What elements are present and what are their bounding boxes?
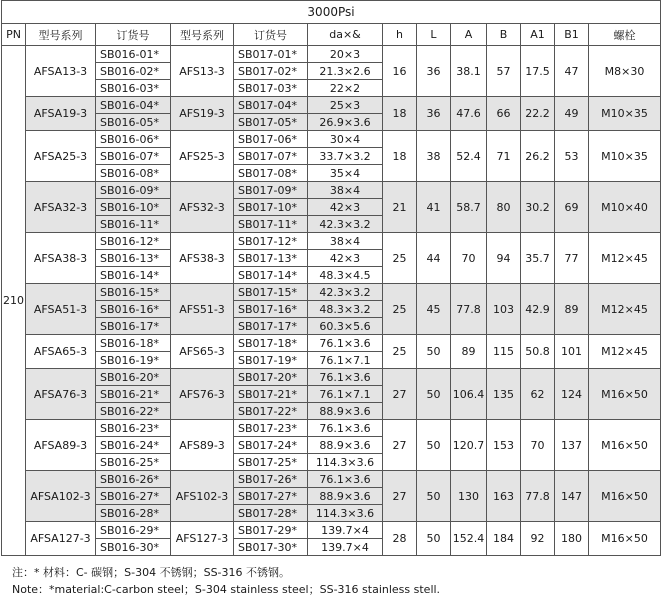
A-value: 52.4 bbox=[451, 131, 487, 182]
order-no-2: SB017-22* bbox=[234, 403, 308, 420]
B-value: 71 bbox=[487, 131, 521, 182]
model-series-2: AFS19-3 bbox=[171, 97, 234, 131]
order-no-1: SB016-23* bbox=[96, 420, 171, 437]
model-series-1: AFSA102-3 bbox=[26, 471, 96, 522]
order-no-1: SB016-14* bbox=[96, 267, 171, 284]
bolt-value: M16×50 bbox=[589, 420, 661, 471]
order-no-1: SB016-05* bbox=[96, 114, 171, 131]
B1-value: 49 bbox=[555, 97, 589, 131]
A-value: 77.8 bbox=[451, 284, 487, 335]
header-row bbox=[2, 24, 661, 46]
bolt-value: M8×30 bbox=[589, 46, 661, 97]
header-order-no-2: 订货号 bbox=[234, 24, 308, 46]
model-series-2: AFS102-3 bbox=[171, 471, 234, 522]
table-row bbox=[2, 46, 661, 63]
model-series-1: AFSA32-3 bbox=[26, 182, 96, 233]
B1-value: 69 bbox=[555, 182, 589, 233]
B1-value: 101 bbox=[555, 335, 589, 369]
order-no-2: SB017-25* bbox=[234, 454, 308, 471]
order-no-2: SB017-10* bbox=[234, 199, 308, 216]
da-value: 88.9×3.6 bbox=[308, 403, 383, 420]
da-value: 26.9×3.6 bbox=[308, 114, 383, 131]
order-no-2: SB017-03* bbox=[234, 80, 308, 97]
header-B: B bbox=[487, 24, 521, 46]
B-value: 103 bbox=[487, 284, 521, 335]
order-no-1: SB016-21* bbox=[96, 386, 171, 403]
order-no-2: SB017-24* bbox=[234, 437, 308, 454]
model-series-1: AFSA13-3 bbox=[26, 46, 96, 97]
model-series-1: AFSA76-3 bbox=[26, 369, 96, 420]
L-value: 50 bbox=[417, 522, 451, 556]
order-no-1: SB016-01* bbox=[96, 46, 171, 63]
order-no-2: SB017-02* bbox=[234, 63, 308, 80]
order-no-1: SB016-20* bbox=[96, 369, 171, 386]
header-A1: A1 bbox=[521, 24, 555, 46]
title-row bbox=[2, 1, 661, 24]
da-value: 76.1×3.6 bbox=[308, 471, 383, 488]
table-row bbox=[2, 471, 661, 488]
order-no-2: SB017-16* bbox=[234, 301, 308, 318]
da-value: 48.3×3.2 bbox=[308, 301, 383, 318]
da-value: 38×4 bbox=[308, 233, 383, 250]
da-value: 42×3 bbox=[308, 250, 383, 267]
h-value: 25 bbox=[383, 284, 417, 335]
order-no-2: SB017-27* bbox=[234, 488, 308, 505]
header-model-series-2: 型号系列 bbox=[171, 24, 234, 46]
order-no-2: SB017-18* bbox=[234, 335, 308, 352]
header-A: A bbox=[451, 24, 487, 46]
bolt-value: M12×45 bbox=[589, 335, 661, 369]
table-body bbox=[2, 46, 661, 556]
L-value: 36 bbox=[417, 97, 451, 131]
model-series-2: AFS25-3 bbox=[171, 131, 234, 182]
da-value: 114.3×3.6 bbox=[308, 505, 383, 522]
header-pn: PN bbox=[2, 24, 26, 46]
da-value: 30×4 bbox=[308, 131, 383, 148]
order-no-2: SB017-07* bbox=[234, 148, 308, 165]
L-value: 44 bbox=[417, 233, 451, 284]
order-no-1: SB016-29* bbox=[96, 522, 171, 539]
h-value: 16 bbox=[383, 46, 417, 97]
da-value: 48.3×4.5 bbox=[308, 267, 383, 284]
order-no-1: SB016-13* bbox=[96, 250, 171, 267]
header-da: da×& bbox=[308, 24, 383, 46]
A1-value: 35.7 bbox=[521, 233, 555, 284]
bolt-value: M10×35 bbox=[589, 97, 661, 131]
order-no-1: SB016-12* bbox=[96, 233, 171, 250]
A-value: 58.7 bbox=[451, 182, 487, 233]
table-row bbox=[2, 233, 661, 250]
da-value: 20×3 bbox=[308, 46, 383, 63]
h-value: 25 bbox=[383, 233, 417, 284]
da-value: 25×3 bbox=[308, 97, 383, 114]
L-value: 50 bbox=[417, 471, 451, 522]
da-value: 76.1×3.6 bbox=[308, 369, 383, 386]
order-no-1: SB016-03* bbox=[96, 80, 171, 97]
bolt-value: M16×50 bbox=[589, 471, 661, 522]
order-no-1: SB016-18* bbox=[96, 335, 171, 352]
A1-value: 42.9 bbox=[521, 284, 555, 335]
L-value: 36 bbox=[417, 46, 451, 97]
order-no-1: SB016-10* bbox=[96, 199, 171, 216]
A1-value: 17.5 bbox=[521, 46, 555, 97]
da-value: 42.3×3.2 bbox=[308, 284, 383, 301]
order-no-1: SB016-08* bbox=[96, 165, 171, 182]
note-english: Note：*material:C-carbon steel；S-304 stainless steel；SS-316 stainless stell. bbox=[12, 583, 441, 596]
model-series-2: AFS65-3 bbox=[171, 335, 234, 369]
order-no-2: SB017-08* bbox=[234, 165, 308, 182]
da-value: 76.1×7.1 bbox=[308, 352, 383, 369]
da-value: 88.9×3.6 bbox=[308, 437, 383, 454]
order-no-1: SB016-26* bbox=[96, 471, 171, 488]
A-value: 38.1 bbox=[451, 46, 487, 97]
da-value: 88.9×3.6 bbox=[308, 488, 383, 505]
h-value: 27 bbox=[383, 471, 417, 522]
order-no-2: SB017-12* bbox=[234, 233, 308, 250]
order-no-1: SB016-07* bbox=[96, 148, 171, 165]
A-value: 120.7 bbox=[451, 420, 487, 471]
order-no-2: SB017-30* bbox=[234, 539, 308, 556]
A1-value: 50.8 bbox=[521, 335, 555, 369]
order-no-2: SB017-15* bbox=[234, 284, 308, 301]
header-bolt: 螺栓 bbox=[589, 24, 661, 46]
order-no-1: SB016-11* bbox=[96, 216, 171, 233]
h-value: 27 bbox=[383, 369, 417, 420]
order-no-2: SB017-26* bbox=[234, 471, 308, 488]
order-no-1: SB016-06* bbox=[96, 131, 171, 148]
model-series-1: AFSA89-3 bbox=[26, 420, 96, 471]
da-value: 38×4 bbox=[308, 182, 383, 199]
da-value: 22×2 bbox=[308, 80, 383, 97]
da-value: 76.1×3.6 bbox=[308, 420, 383, 437]
B1-value: 89 bbox=[555, 284, 589, 335]
B1-value: 137 bbox=[555, 420, 589, 471]
header-B1: B1 bbox=[555, 24, 589, 46]
B-value: 153 bbox=[487, 420, 521, 471]
table-row bbox=[2, 182, 661, 199]
da-value: 76.1×7.1 bbox=[308, 386, 383, 403]
B1-value: 124 bbox=[555, 369, 589, 420]
da-value: 114.3×3.6 bbox=[308, 454, 383, 471]
model-series-1: AFSA19-3 bbox=[26, 97, 96, 131]
order-no-2: SB017-06* bbox=[234, 131, 308, 148]
order-no-2: SB017-13* bbox=[234, 250, 308, 267]
header-h: h bbox=[383, 24, 417, 46]
B1-value: 53 bbox=[555, 131, 589, 182]
da-value: 35×4 bbox=[308, 165, 383, 182]
order-no-2: SB017-14* bbox=[234, 267, 308, 284]
model-series-1: AFSA65-3 bbox=[26, 335, 96, 369]
bolt-value: M12×45 bbox=[589, 233, 661, 284]
B-value: 66 bbox=[487, 97, 521, 131]
note-chinese: 注：* 材料：C- 碳钢；S-304 不锈钢；SS-316 不锈钢。 bbox=[12, 566, 291, 579]
header-L: L bbox=[417, 24, 451, 46]
da-value: 21.3×2.6 bbox=[308, 63, 383, 80]
da-value: 42.3×3.2 bbox=[308, 216, 383, 233]
model-series-2: AFS51-3 bbox=[171, 284, 234, 335]
model-series-2: AFS76-3 bbox=[171, 369, 234, 420]
B-value: 94 bbox=[487, 233, 521, 284]
A-value: 106.4 bbox=[451, 369, 487, 420]
model-series-1: AFSA38-3 bbox=[26, 233, 96, 284]
h-value: 28 bbox=[383, 522, 417, 556]
table-row bbox=[2, 420, 661, 437]
model-series-2: AFS89-3 bbox=[171, 420, 234, 471]
order-no-2: SB017-28* bbox=[234, 505, 308, 522]
order-no-2: SB017-21* bbox=[234, 386, 308, 403]
A-value: 47.6 bbox=[451, 97, 487, 131]
model-series-1: AFSA51-3 bbox=[26, 284, 96, 335]
order-no-1: SB016-09* bbox=[96, 182, 171, 199]
A-value: 89 bbox=[451, 335, 487, 369]
B-value: 115 bbox=[487, 335, 521, 369]
order-no-2: SB017-17* bbox=[234, 318, 308, 335]
order-no-1: SB016-28* bbox=[96, 505, 171, 522]
B-value: 184 bbox=[487, 522, 521, 556]
order-no-2: SB017-09* bbox=[234, 182, 308, 199]
table-row bbox=[2, 97, 661, 114]
model-series-2: AFS13-3 bbox=[171, 46, 234, 97]
B-value: 80 bbox=[487, 182, 521, 233]
A1-value: 22.2 bbox=[521, 97, 555, 131]
B1-value: 180 bbox=[555, 522, 589, 556]
L-value: 50 bbox=[417, 369, 451, 420]
model-series-2: AFS38-3 bbox=[171, 233, 234, 284]
order-no-2: SB017-19* bbox=[234, 352, 308, 369]
B1-value: 147 bbox=[555, 471, 589, 522]
order-no-2: SB017-11* bbox=[234, 216, 308, 233]
A-value: 152.4 bbox=[451, 522, 487, 556]
table-row bbox=[2, 284, 661, 301]
header-model-series-1: 型号系列 bbox=[26, 24, 96, 46]
h-value: 25 bbox=[383, 335, 417, 369]
A1-value: 70 bbox=[521, 420, 555, 471]
h-value: 18 bbox=[383, 131, 417, 182]
order-no-1: SB016-19* bbox=[96, 352, 171, 369]
B-value: 163 bbox=[487, 471, 521, 522]
h-value: 27 bbox=[383, 420, 417, 471]
bolt-value: M16×50 bbox=[589, 369, 661, 420]
A1-value: 30.2 bbox=[521, 182, 555, 233]
B-value: 57 bbox=[487, 46, 521, 97]
order-no-2: SB017-23* bbox=[234, 420, 308, 437]
order-no-1: SB016-25* bbox=[96, 454, 171, 471]
da-value: 33.7×3.2 bbox=[308, 148, 383, 165]
da-value: 76.1×3.6 bbox=[308, 335, 383, 352]
h-value: 21 bbox=[383, 182, 417, 233]
B-value: 135 bbox=[487, 369, 521, 420]
da-value: 139.7×4 bbox=[308, 539, 383, 556]
A1-value: 26.2 bbox=[521, 131, 555, 182]
pn-value: 210 bbox=[2, 46, 26, 556]
A1-value: 77.8 bbox=[521, 471, 555, 522]
order-no-1: SB016-27* bbox=[96, 488, 171, 505]
da-value: 139.7×4 bbox=[308, 522, 383, 539]
table-row bbox=[2, 131, 661, 148]
bolt-value: M10×35 bbox=[589, 131, 661, 182]
spec-table bbox=[1, 0, 661, 556]
order-no-1: SB016-17* bbox=[96, 318, 171, 335]
order-no-2: SB017-20* bbox=[234, 369, 308, 386]
notes bbox=[12, 564, 661, 598]
pressure-header: 3000Psi bbox=[2, 1, 661, 24]
L-value: 45 bbox=[417, 284, 451, 335]
bolt-value: M10×40 bbox=[589, 182, 661, 233]
model-series-2: AFS127-3 bbox=[171, 522, 234, 556]
order-no-2: SB017-05* bbox=[234, 114, 308, 131]
order-no-2: SB017-29* bbox=[234, 522, 308, 539]
A-value: 70 bbox=[451, 233, 487, 284]
order-no-2: SB017-04* bbox=[234, 97, 308, 114]
order-no-1: SB016-16* bbox=[96, 301, 171, 318]
order-no-1: SB016-30* bbox=[96, 539, 171, 556]
bolt-value: M12×45 bbox=[589, 284, 661, 335]
model-series-1: AFSA25-3 bbox=[26, 131, 96, 182]
B1-value: 77 bbox=[555, 233, 589, 284]
order-no-1: SB016-22* bbox=[96, 403, 171, 420]
order-no-1: SB016-02* bbox=[96, 63, 171, 80]
order-no-1: SB016-15* bbox=[96, 284, 171, 301]
model-series-1: AFSA127-3 bbox=[26, 522, 96, 556]
order-no-2: SB017-01* bbox=[234, 46, 308, 63]
order-no-1: SB016-24* bbox=[96, 437, 171, 454]
da-value: 60.3×5.6 bbox=[308, 318, 383, 335]
h-value: 18 bbox=[383, 97, 417, 131]
L-value: 41 bbox=[417, 182, 451, 233]
B1-value: 47 bbox=[555, 46, 589, 97]
table-row bbox=[2, 369, 661, 386]
A-value: 130 bbox=[451, 471, 487, 522]
da-value: 42×3 bbox=[308, 199, 383, 216]
A1-value: 92 bbox=[521, 522, 555, 556]
table-row bbox=[2, 522, 661, 539]
header-order-no-1: 订货号 bbox=[96, 24, 171, 46]
order-no-1: SB016-04* bbox=[96, 97, 171, 114]
L-value: 38 bbox=[417, 131, 451, 182]
L-value: 50 bbox=[417, 420, 451, 471]
model-series-2: AFS32-3 bbox=[171, 182, 234, 233]
A1-value: 62 bbox=[521, 369, 555, 420]
table-row bbox=[2, 335, 661, 352]
bolt-value: M16×50 bbox=[589, 522, 661, 556]
L-value: 50 bbox=[417, 335, 451, 369]
